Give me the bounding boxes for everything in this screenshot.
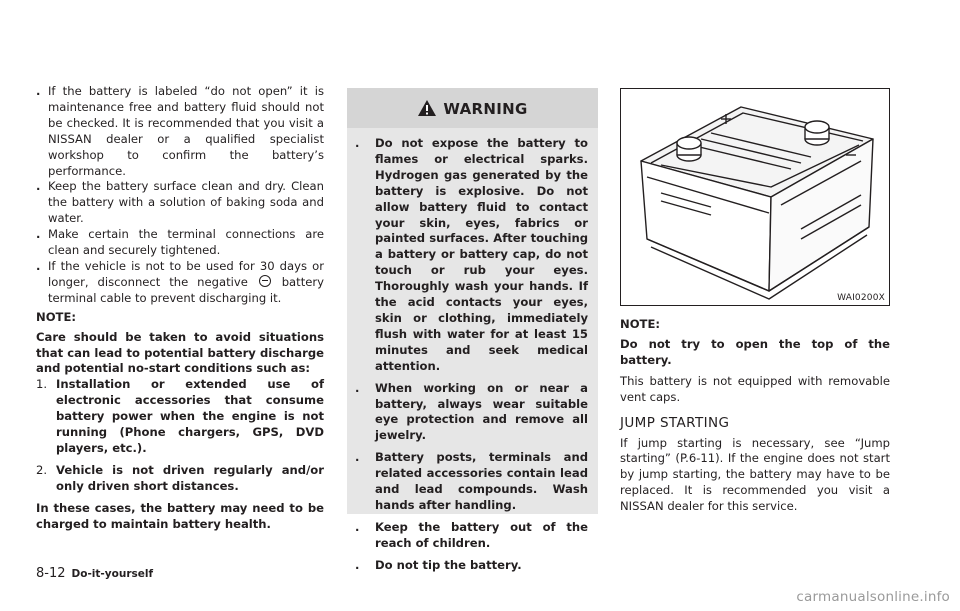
jump-text: If jump starting is necessary, see “Jump starting” (P.6-11). If the engine does not start by jump starting, the battery may have to be replaced. It is recommended you visit a NISSAN dealer for this service. bbox=[620, 435, 890, 514]
warning-title: WARNING bbox=[443, 100, 528, 118]
numbered-item: 2. Vehicle is not driven regularly and/or only driven short distances. bbox=[36, 462, 324, 493]
watermark: carmanualsonline.info bbox=[796, 589, 950, 605]
figure-code: WAI0200X bbox=[837, 293, 885, 303]
warning-list bbox=[353, 136, 588, 574]
warning-header bbox=[347, 88, 598, 128]
page-footer bbox=[36, 566, 153, 581]
section-name: Do-it-yourself bbox=[71, 568, 154, 580]
warning-triangle-icon bbox=[417, 99, 437, 121]
note-intro: Care should be taken to avoid situations that can lead to potential battery discharge and potential no-start conditions such as: bbox=[36, 329, 324, 376]
warning-item: . When working on or near a battery, always wear suitable eye protection and remove all jewelry. bbox=[355, 380, 588, 443]
closing-text: In these cases, the battery may need to be charged to maintain battery health. bbox=[36, 500, 324, 531]
note-label: NOTE: bbox=[36, 309, 77, 324]
numbered-item: 1. Installation or extended use of electronic accessories that consume battery power when the engine is not running (Phone chargers, GPS, DVD players, etc.). bbox=[36, 377, 324, 455]
warning-item: . Battery posts, terminals and related accessories contain lead and lead compounds. Wash hands after handling. bbox=[355, 450, 588, 512]
bullet-item: . Keep the battery surface clean and dry. Clean the battery with a solution of baking soda and water. bbox=[36, 179, 324, 226]
warning-item: . Do not tip the battery. bbox=[355, 557, 522, 572]
right-column bbox=[620, 317, 890, 515]
battery-figure bbox=[620, 88, 890, 306]
negative-terminal-icon bbox=[259, 275, 271, 287]
bullet-item: . If the vehicle is not to be used for 30 days or longer, disconnect the negative battery terminal cable to prevent discharging it. bbox=[36, 258, 325, 305]
page-number: 8-12 bbox=[36, 566, 66, 581]
note-text: This battery is not equipped with removable vent caps. bbox=[620, 373, 890, 404]
note-bold: Do not try to open the top of the battery. bbox=[620, 336, 890, 367]
warning-item: . Do not expose the battery to flames or electrical sparks. Hydrogen gas generated by the battery is explosive. Do not allow battery fluid to contact your skin, eyes, fabrics or painted surfaces. After touching a battery or battery cap, do not touch or rub your eyes. Thoroughly wash your hands. If the acid contacts your eyes, skin or clothing, immediately flush with water for at least 15 minutes and seek medical attention. bbox=[355, 136, 588, 373]
note-label: NOTE: bbox=[620, 317, 661, 331]
bullet-item: . If the battery is labeled “do not open” it is maintenance free and battery fluid should not be checked. It is recommended that you visit a NISSAN dealer or a qualified specialist workshop to confirm the battery’s performance. bbox=[36, 84, 324, 178]
battery-illustration bbox=[621, 89, 889, 305]
left-column bbox=[36, 84, 324, 532]
section-heading: JUMP STARTING bbox=[620, 414, 730, 431]
bullet-item: . Make certain the terminal connections are clean and securely tightened. bbox=[36, 227, 324, 258]
warning-item: . Keep the battery out of the reach of children. bbox=[355, 519, 588, 550]
